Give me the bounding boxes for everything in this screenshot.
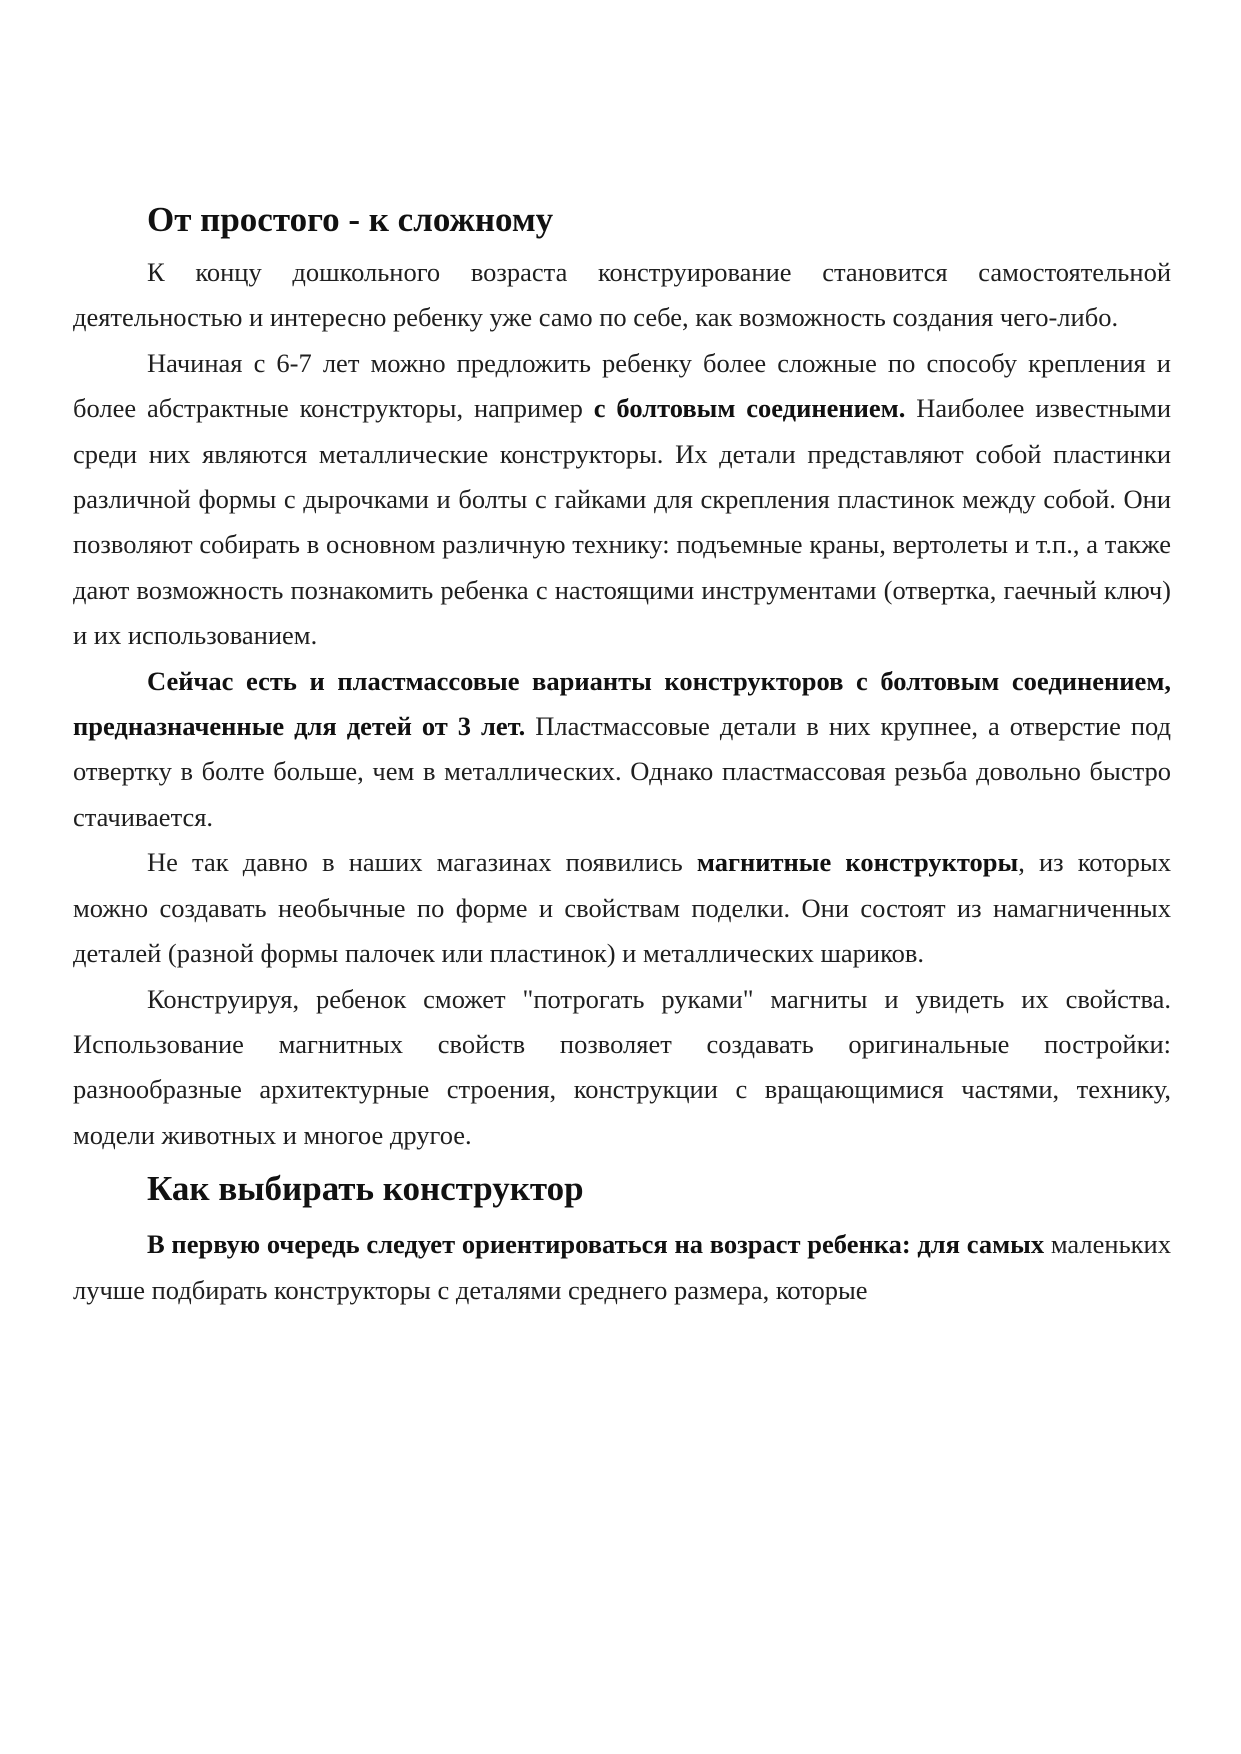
bold-phrase-magnetic-constructors: магнитные конструкторы	[696, 847, 1019, 878]
bold-phrase-bolted-connection: с болтовым соединением.	[593, 393, 906, 424]
bold-phrase-plastic-variants: Сейчас есть и пластмассовые варианты конструкторов с болтовым соединением, предназначенные для детей от 3 лет.	[73, 665, 1171, 742]
section-heading-how-to-choose: Как выбирать конструктор	[147, 1169, 584, 1209]
paragraph-text: Наиболее известными среди них являются металлические конструкторы. Их детали представляют собой пластинки различной формы с дырочками и болты с гайками для скрепления пластинок между собой. Они позволяют собирать в основном различную технику: подъемные краны, вертолеты и т.п., а также дают возможность познакомить ребенка с настоящими инструментами (отвертка, гаечный ключ) и их использованием.	[73, 393, 1171, 651]
paragraph-bolted-constructors	[73, 341, 1171, 659]
paragraph-text: маленьких лучше подбирать конструкторы с деталями среднего размера, которые	[73, 1229, 1171, 1305]
paragraph-preschool-construction: К концу дошкольного возраста конструирование становится самостоятельной деятельностью и интересно ребенку уже само по себе, как возможность создания чего-либо.	[73, 257, 1171, 333]
paragraph-text: Пластмассовые детали в них крупнее, а отверстие под отвертку в болте больше, чем в металлических. Однако пластмассовая резьба довольно быстро стачивается.	[73, 711, 1171, 832]
paragraph-magnetic-constructors	[73, 840, 1171, 976]
paragraph-text: Не так давно в наших магазинах появились	[147, 847, 697, 878]
paragraph-plastic-variants	[73, 659, 1171, 841]
paragraph-magnetic-properties: Конструируя, ребенок сможет "потрогать руками" магниты и увидеть их свойства. Использование магнитных свойств позволяет создавать оригинальные постройки: разнообразные архитектурные строения, конструкции с вращающимися частями, технику, модели животных и многое другое.	[73, 983, 1171, 1150]
section-heading-simple-to-complex: От простого - к сложному	[147, 200, 554, 239]
paragraph-text: , из которых можно создавать необычные по форме и свойствам поделки. Они состоят из намагниченных деталей (разной формы палочек или пластинок) и металлических шариков.	[73, 847, 1171, 969]
paragraph-age-orientation	[73, 1222, 1171, 1313]
paragraph-text: Начиная с 6-7 лет можно предложить ребенку более сложные по способу крепления и более абстрактные конструкторы, например	[73, 347, 1171, 424]
bold-phrase-age-orientation: В первую очередь следует ориентироваться на возраст ребенка: для самых	[147, 1229, 1045, 1260]
text-column	[73, 190, 1171, 1313]
